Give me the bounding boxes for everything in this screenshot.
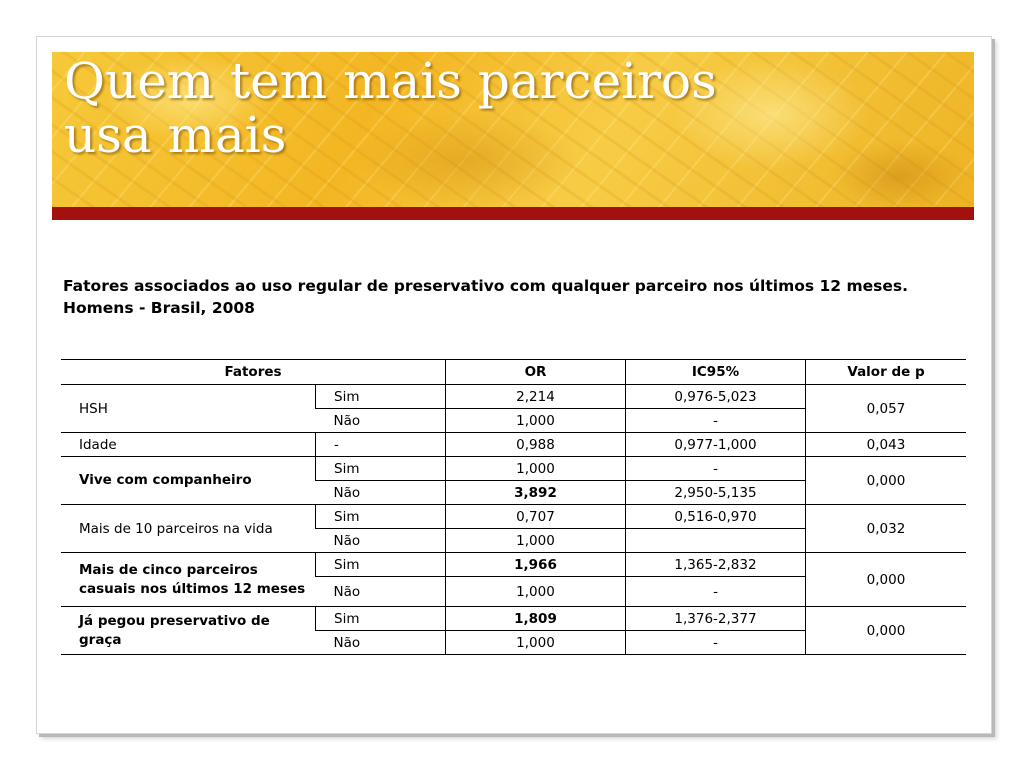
p-cell: 0,057 <box>806 385 967 433</box>
level-cell: Sim <box>316 385 446 409</box>
level-cell: Sim <box>316 505 446 529</box>
level-cell: Sim <box>316 607 446 631</box>
slide-title-line-2: usa mais <box>64 106 287 164</box>
header-or: OR <box>446 360 626 385</box>
p-cell: 0,032 <box>806 505 967 553</box>
table-row <box>61 385 966 409</box>
level-cell: Sim <box>316 553 446 577</box>
title-banner <box>52 52 974 207</box>
ic-cell: - <box>626 457 806 481</box>
or-cell: 3,892 <box>446 481 626 505</box>
or-cell: 1,966 <box>446 553 626 577</box>
level-cell: - <box>316 433 446 457</box>
or-cell: 1,000 <box>446 457 626 481</box>
results-table <box>61 359 966 655</box>
or-cell: 1,000 <box>446 409 626 433</box>
or-cell: 1,000 <box>446 529 626 553</box>
table-row <box>61 505 966 529</box>
level-cell: Não <box>316 631 446 655</box>
ic-cell: 1,376-2,377 <box>626 607 806 631</box>
ic-cell: 0,977-1,000 <box>626 433 806 457</box>
table-row <box>61 607 966 631</box>
table-row <box>61 553 966 577</box>
ic-cell: - <box>626 409 806 433</box>
factor-mais-de-10-parceiros: Mais de 10 parceiros na vida <box>61 505 316 553</box>
table-caption: Fatores associados ao uso regular de preservativo com qualquer parceiro nos últimos 12 meses. Homens - Brasil, 2008 <box>63 277 908 317</box>
ic-cell: 0,516-0,970 <box>626 505 806 529</box>
ic-cell: - <box>626 631 806 655</box>
level-cell: Não <box>316 481 446 505</box>
or-cell: 2,214 <box>446 385 626 409</box>
p-cell: 0,000 <box>806 457 967 505</box>
p-cell: 0,000 <box>806 553 967 607</box>
factor-vive-com-companheiro: Vive com companheiro <box>61 457 316 505</box>
ic-cell: - <box>626 577 806 607</box>
table-row <box>61 433 966 457</box>
or-cell: 1,809 <box>446 607 626 631</box>
ic-cell: 1,365-2,832 <box>626 553 806 577</box>
header-fatores: Fatores <box>61 360 446 385</box>
slide <box>36 36 992 734</box>
or-cell: 1,000 <box>446 631 626 655</box>
or-cell: 1,000 <box>446 577 626 607</box>
factor-ja-pegou-preservativo: Já pegou preservativo de graça <box>61 607 316 655</box>
title-underline-bar <box>52 207 974 220</box>
level-cell: Não <box>316 409 446 433</box>
p-cell: 0,000 <box>806 607 967 655</box>
header-valor-p: Valor de p <box>806 360 967 385</box>
ic-cell <box>626 529 806 553</box>
p-cell: 0,043 <box>806 433 967 457</box>
level-cell: Não <box>316 529 446 553</box>
factor-idade: Idade <box>61 433 316 457</box>
ic-cell: 2,950-5,135 <box>626 481 806 505</box>
or-cell: 0,707 <box>446 505 626 529</box>
slide-title <box>64 54 717 162</box>
factor-mais-de-cinco-parceiros-casuais: Mais de cinco parceiros casuais nos últimos 12 meses <box>61 553 316 607</box>
factor-hsh: HSH <box>61 385 316 433</box>
table-row <box>61 457 966 481</box>
header-ic95: IC95% <box>626 360 806 385</box>
or-cell: 0,988 <box>446 433 626 457</box>
level-cell: Sim <box>316 457 446 481</box>
table-header-row <box>61 360 966 385</box>
ic-cell: 0,976-5,023 <box>626 385 806 409</box>
slide-title-line-1: Quem tem mais parceiros <box>64 52 717 110</box>
level-cell: Não <box>316 577 446 607</box>
